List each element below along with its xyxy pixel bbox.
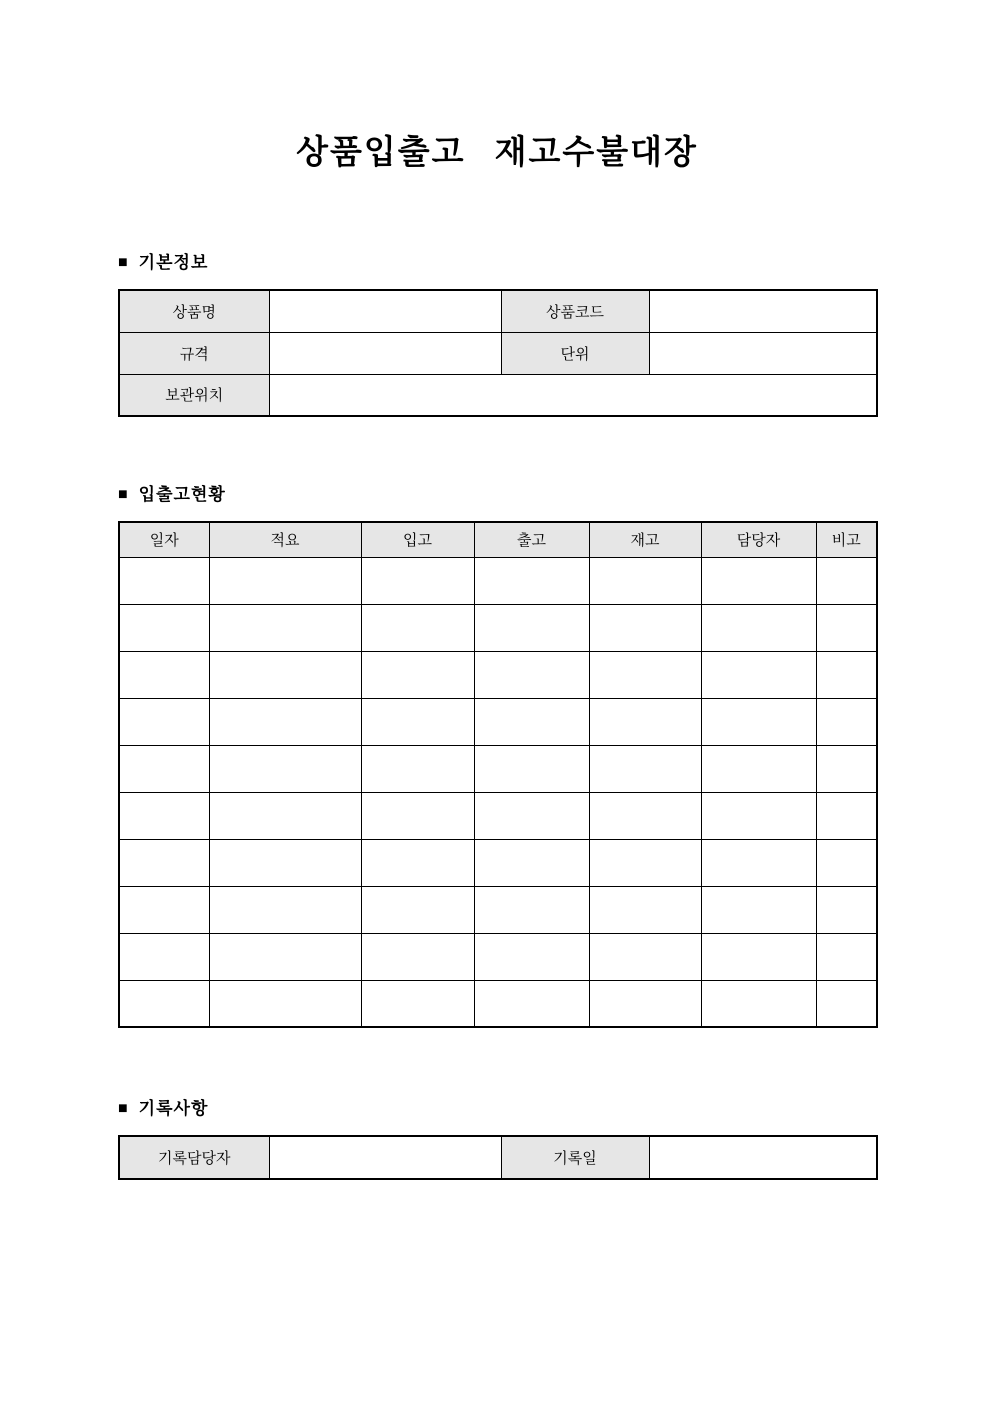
section-bullet-icon: ■ [118,486,129,503]
ledger-empty-cell [816,886,877,933]
section-heading-basic-info [118,252,876,274]
ledger-empty-cell [361,792,474,839]
section-heading-inout [118,484,876,506]
ledger-empty-cell [474,886,589,933]
ledger-empty-cell [209,839,361,886]
ledger-empty-row [119,604,877,651]
field-label-product-code: 상품코드 [501,290,649,332]
ledger-empty-cell [816,698,877,745]
ledger-empty-cell [209,651,361,698]
ledger-empty-cell [816,651,877,698]
ledger-empty-cell [209,698,361,745]
ledger-empty-row [119,980,877,1027]
record-info-table [118,1135,878,1180]
ledger-empty-cell [119,604,209,651]
ledger-empty-cell [701,886,816,933]
ledger-header-row [119,522,877,557]
ledger-empty-cell [589,557,701,604]
ledger-empty-cell [119,886,209,933]
ledger-empty-cell [701,933,816,980]
ledger-empty-cell [474,839,589,886]
ledger-empty-cell [701,839,816,886]
field-label-product-name: 상품명 [119,290,269,332]
ledger-empty-cell [474,980,589,1027]
inout-ledger-table [118,521,878,1028]
ledger-column-manager: 담당자 [701,522,816,557]
ledger-empty-cell [589,839,701,886]
basic-info-table [118,289,878,417]
ledger-empty-cell [701,792,816,839]
field-label-storage-location: 보관위치 [119,374,269,416]
ledger-empty-row [119,792,877,839]
ledger-empty-cell [474,745,589,792]
ledger-empty-cell [589,792,701,839]
ledger-column-outbound: 출고 [474,522,589,557]
ledger-empty-cell [589,604,701,651]
ledger-empty-cell [119,839,209,886]
field-value-record-date [649,1136,877,1179]
ledger-empty-cell [474,792,589,839]
ledger-empty-cell [361,933,474,980]
ledger-empty-cell [701,557,816,604]
ledger-column-date: 일자 [119,522,209,557]
ledger-empty-cell [119,557,209,604]
ledger-empty-cell [816,980,877,1027]
ledger-empty-row [119,886,877,933]
ledger-empty-cell [119,792,209,839]
ledger-empty-cell [209,886,361,933]
ledger-empty-cell [209,792,361,839]
ledger-empty-cell [816,604,877,651]
field-label-record-date: 기록일 [501,1136,649,1179]
ledger-empty-cell [474,557,589,604]
ledger-empty-cell [474,933,589,980]
ledger-empty-cell [209,557,361,604]
ledger-empty-cell [589,745,701,792]
ledger-empty-row [119,745,877,792]
ledger-empty-cell [816,745,877,792]
field-label-recorder: 기록담당자 [119,1136,269,1179]
ledger-empty-cell [701,745,816,792]
ledger-empty-cell [474,651,589,698]
ledger-empty-cell [589,933,701,980]
ledger-empty-cell [119,933,209,980]
ledger-empty-cell [119,745,209,792]
section-bullet-icon: ■ [118,254,129,271]
ledger-empty-row [119,698,877,745]
field-label-unit: 단위 [501,332,649,374]
table-row [119,374,877,416]
ledger-body [119,557,877,1027]
ledger-empty-cell [361,886,474,933]
ledger-empty-cell [119,698,209,745]
ledger-empty-cell [474,698,589,745]
ledger-empty-cell [589,980,701,1027]
ledger-empty-cell [361,651,474,698]
table-row [119,1136,877,1179]
ledger-empty-cell [361,698,474,745]
ledger-empty-cell [361,557,474,604]
table-row [119,290,877,332]
section-heading-label: 입출고현황 [138,485,226,504]
field-value-storage-location [269,374,877,416]
section-heading-record [118,1098,876,1120]
ledger-empty-cell [589,698,701,745]
ledger-column-description: 적요 [209,522,361,557]
ledger-empty-cell [119,980,209,1027]
field-value-recorder [269,1136,501,1179]
ledger-empty-cell [816,792,877,839]
table-row [119,332,877,374]
ledger-empty-cell [361,980,474,1027]
ledger-empty-cell [474,604,589,651]
ledger-column-stock: 재고 [589,522,701,557]
ledger-empty-cell [589,886,701,933]
ledger-empty-row [119,651,877,698]
ledger-empty-cell [361,745,474,792]
ledger-column-note: 비고 [816,522,877,557]
ledger-column-inbound: 입고 [361,522,474,557]
ledger-empty-row [119,557,877,604]
ledger-empty-row [119,933,877,980]
ledger-empty-cell [701,651,816,698]
ledger-empty-cell [361,839,474,886]
section-bullet-icon: ■ [118,1100,129,1117]
ledger-empty-cell [701,604,816,651]
section-heading-label: 기록사항 [138,1099,209,1118]
field-label-spec: 규격 [119,332,269,374]
page-title: 상품입출고 재고수불대장 [296,133,698,170]
ledger-empty-cell [119,651,209,698]
field-value-product-name [269,290,501,332]
ledger-empty-row [119,839,877,886]
section-heading-label: 기본정보 [138,253,209,272]
ledger-empty-cell [816,557,877,604]
ledger-empty-cell [209,604,361,651]
ledger-empty-cell [589,651,701,698]
ledger-empty-cell [209,745,361,792]
field-value-product-code [649,290,877,332]
ledger-empty-cell [816,839,877,886]
ledger-empty-cell [361,604,474,651]
field-value-spec [269,332,501,374]
field-value-unit [649,332,877,374]
page-content [118,0,876,1180]
ledger-empty-cell [209,933,361,980]
ledger-empty-cell [209,980,361,1027]
ledger-empty-cell [816,933,877,980]
ledger-empty-cell [701,698,816,745]
ledger-empty-cell [701,980,816,1027]
